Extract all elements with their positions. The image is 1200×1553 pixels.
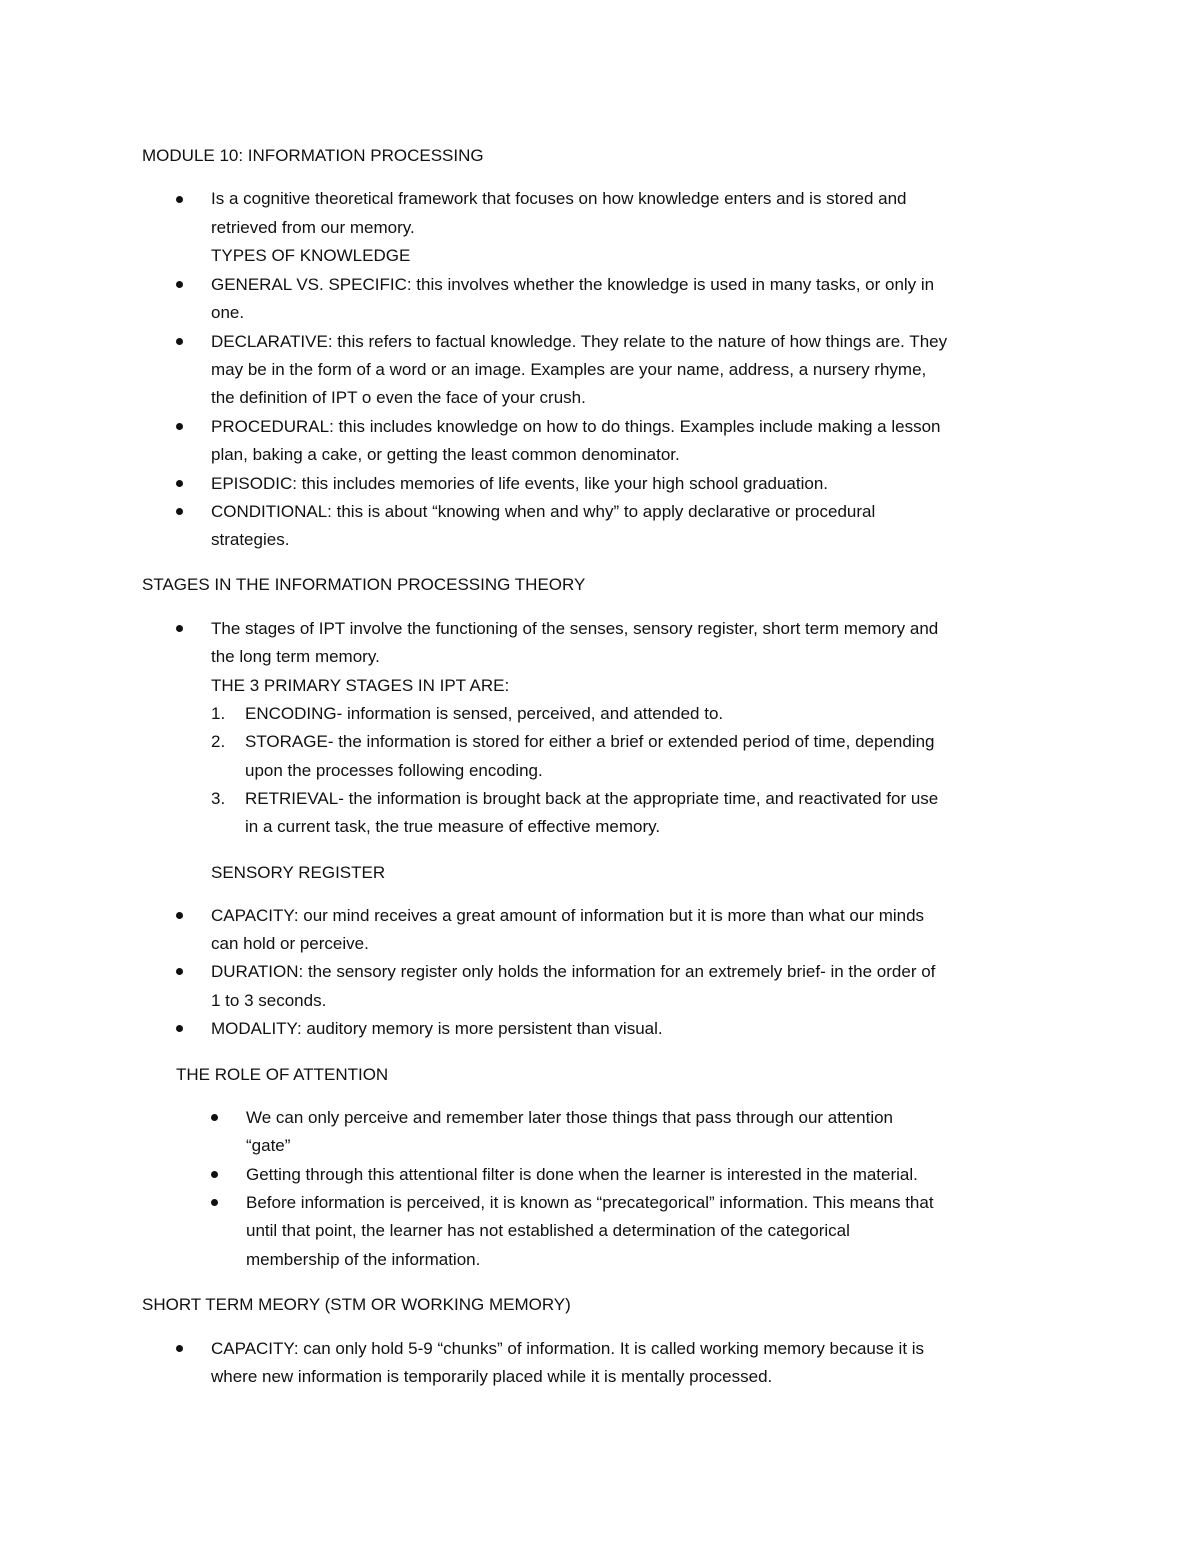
type-item-line: may be in the form of a word or an image. Examples are your name, address, a nursery rhyme, — [211, 360, 927, 379]
bullet-icon — [176, 480, 183, 487]
bullet-icon — [176, 625, 183, 632]
definition-line: retrieved from our memory. — [211, 218, 415, 237]
type-item-line: strategies. — [211, 530, 290, 549]
stage-item-line: upon the processes following encoding. — [245, 761, 543, 780]
type-item-line: PROCEDURAL: this includes knowledge on how to do things. Examples include making a lesson — [211, 417, 941, 436]
bullet-icon — [176, 912, 183, 919]
stm-item-line: CAPACITY: can only hold 5-9 “chunks” of information. It is called working memory because it is — [211, 1339, 925, 1358]
stage-item-line: ENCODING- information is sensed, perceived, and attended to. — [245, 704, 724, 723]
section-heading: THE ROLE OF ATTENTION — [176, 1065, 389, 1084]
type-item-line: EPISODIC: this includes memories of life events, like your high school graduation. — [211, 474, 829, 493]
section-heading: STAGES IN THE INFORMATION PROCESSING THEORY — [142, 575, 586, 594]
list-number: 1. — [211, 704, 226, 723]
sensory-item-line: CAPACITY: our mind receives a great amount of information but it is more than what our minds — [211, 906, 925, 925]
stages-summary-line: the long term memory. — [211, 647, 380, 666]
definition-line: Is a cognitive theoretical framework that focuses on how knowledge enters and is stored and — [211, 189, 907, 208]
bullet-icon — [176, 508, 183, 515]
section-heading: SENSORY REGISTER — [211, 863, 386, 882]
type-item-line: DECLARATIVE: this refers to factual knowledge. They relate to the nature of how things are. They — [211, 332, 948, 351]
attention-item-line: until that point, the learner has not established a determination of the categorical — [246, 1221, 850, 1240]
stage-item-line: RETRIEVAL- the information is brought back at the appropriate time, and reactivated for use — [245, 789, 939, 808]
type-item-line: CONDITIONAL: this is about “knowing when and why” to apply declarative or procedural — [211, 502, 876, 521]
bullet-icon — [211, 1114, 218, 1121]
stages-summary-line: The stages of IPT involve the functioning of the senses, sensory register, short term memory and — [211, 619, 939, 638]
attention-item-line: We can only perceive and remember later those things that pass through our attention — [246, 1108, 894, 1127]
list-number: 3. — [211, 789, 226, 808]
bullet-icon — [176, 1025, 183, 1032]
primary-stages-heading: THE 3 PRIMARY STAGES IN IPT ARE: — [211, 676, 510, 695]
bullet-icon — [211, 1199, 218, 1206]
attention-item-line: “gate” — [246, 1136, 291, 1155]
bullet-icon — [176, 281, 183, 288]
sensory-item-line: MODALITY: auditory memory is more persistent than visual. — [211, 1019, 663, 1038]
bullet-icon — [211, 1171, 218, 1178]
bullet-icon — [176, 1345, 183, 1352]
section-heading: SHORT TERM MEORY (STM OR WORKING MEMORY) — [142, 1295, 571, 1314]
list-number: 2. — [211, 732, 226, 751]
type-item-line: one. — [211, 303, 245, 322]
bullet-icon — [176, 423, 183, 430]
page-title: MODULE 10: INFORMATION PROCESSING — [142, 146, 484, 165]
sensory-item-line: 1 to 3 seconds. — [211, 991, 327, 1010]
attention-item-line: Getting through this attentional filter is done when the learner is interested in the material. — [246, 1165, 918, 1184]
type-item-line: GENERAL VS. SPECIFIC: this involves whether the knowledge is used in many tasks, or only in — [211, 275, 935, 294]
stm-item-line: where new information is temporarily placed while it is mentally processed. — [211, 1367, 773, 1386]
stage-item-line: in a current task, the true measure of effective memory. — [245, 817, 661, 836]
sensory-item-line: DURATION: the sensory register only holds the information for an extremely brief- in the order of — [211, 962, 936, 981]
attention-item-line: Before information is perceived, it is known as “precategorical” information. This means that — [246, 1193, 934, 1212]
types-heading: TYPES OF KNOWLEDGE — [211, 246, 411, 265]
sensory-item-line: can hold or perceive. — [211, 934, 369, 953]
attention-item-line: membership of the information. — [246, 1250, 481, 1269]
stage-item-line: STORAGE- the information is stored for either a brief or extended period of time, depending — [245, 732, 935, 751]
type-item-line: the definition of IPT o even the face of your crush. — [211, 388, 586, 407]
bullet-icon — [176, 968, 183, 975]
type-item-line: plan, baking a cake, or getting the least common denominator. — [211, 445, 680, 464]
bullet-icon — [176, 338, 183, 345]
bullet-icon — [176, 196, 183, 203]
